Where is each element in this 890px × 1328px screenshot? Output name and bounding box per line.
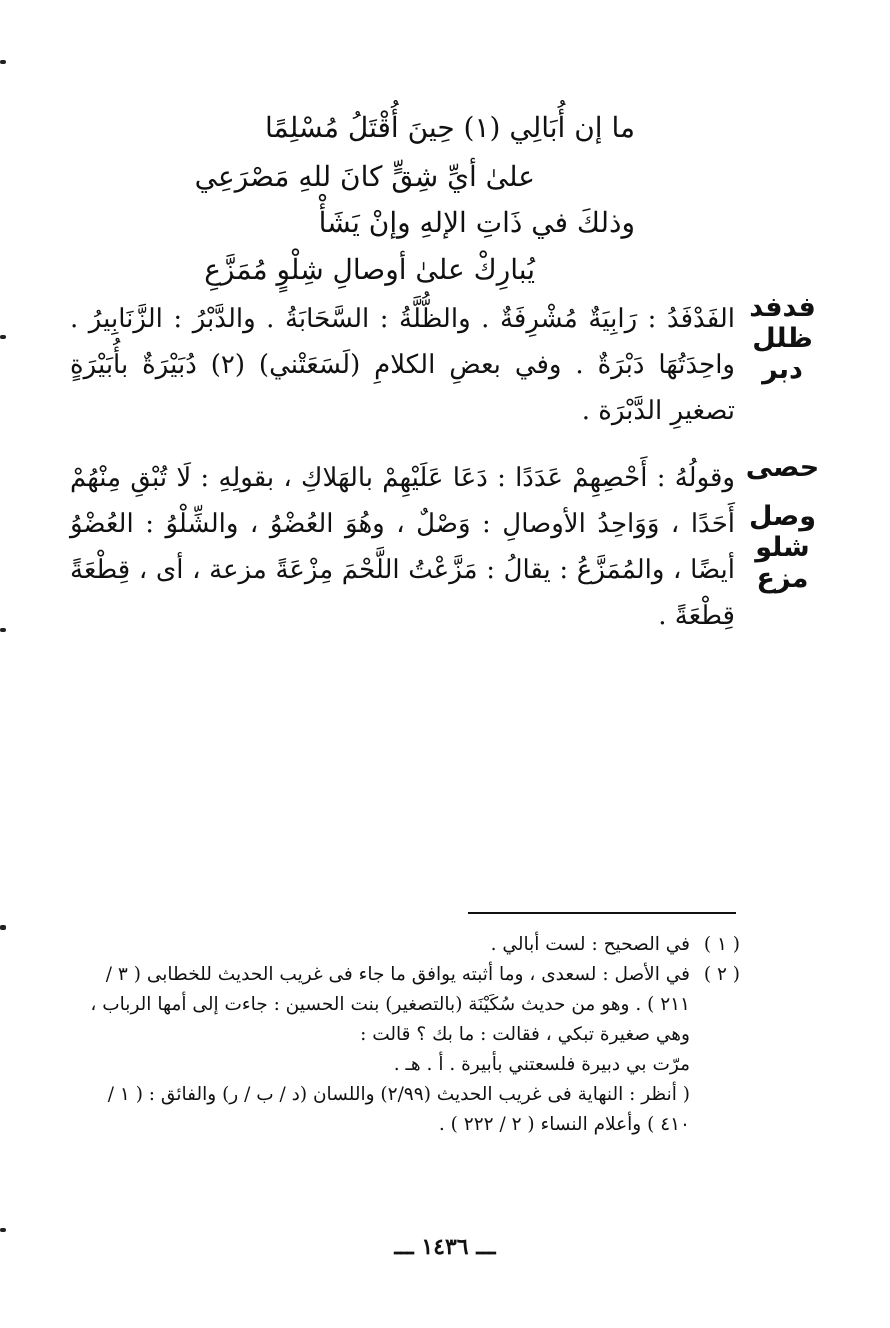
scan-edge-mark — [0, 628, 6, 632]
margin-keyword: فدفد — [749, 292, 816, 323]
gloss-paragraph-1: الفَدْفَدُ : رَابِيَةٌ مُشْرِفَةٌ . والظُّلَّةُ : السَّحَابَةُ . والدَّبْرُ : الزَّنَابِيرُ . واحِدَتُهَا دَبْرَةٌ . وفي بعضِ الكلامِ (لَسَعَتْني) (٢) دُبَيْرَةٌ بأُبَيْرَةٍ تصغيرِ الدَّبْرَة . — [70, 304, 735, 426]
margin-keyword: حصى — [745, 452, 820, 483]
verse-line-2: علىٰ أيِّ شِقٍّ كانَ للهِ مَصْرَعِي — [194, 160, 535, 193]
margin-keywords-2 — [735, 452, 830, 594]
page-number: ـــ ١٤٣٦ ـــ — [394, 1234, 496, 1260]
scan-edge-mark — [0, 925, 6, 930]
verse-line-3: وذلكَ في ذَاتِ الإلهِ وإنْ يَشَأْ — [318, 206, 635, 239]
scan-edge-mark — [0, 60, 6, 64]
margin-keywords-1 — [735, 292, 830, 385]
scan-edge-mark — [0, 1228, 6, 1232]
margin-keyword: وصل — [749, 501, 816, 532]
footnotes — [75, 930, 740, 1140]
footnote-verse: مرّت بي دبيرة فلسعتني بأبيرة . أ . هـ . — [393, 1054, 690, 1075]
footnote-2 — [75, 960, 740, 1050]
footnote-text: في الصحيح : لست أبالي . — [490, 934, 690, 955]
margin-keyword: ظلل — [752, 323, 813, 354]
margin-keyword: شلو — [755, 532, 810, 563]
margin-keyword: دبر — [762, 354, 803, 385]
margin-keyword: مزع — [756, 563, 809, 594]
gloss-paragraph-2: وقولُهُ : أَحْصِهِمْ عَدَدًا : دَعَا عَلَيْهِمْ بالهَلاكِ ، بقولِهِ : لَا تُبْقِ مِنْهُمْ أَحَدًا ، وَوَاحِدُ الأوصالِ : وَصْلٌ ، وهُوَ العُضْوُ ، والشِّلْوُ : العُضْوُ أيضًا ، والمُمَزَّعُ : يقالُ : مَزَّعْتُ اللَّحْمَ مِزْعَةً مزعة ، أى ، قِطْعَةً قِطْعَةً . — [70, 463, 735, 631]
footnote-separator — [468, 912, 736, 914]
verse-line-1: ما إن أُبَالِي (١) حِينَ أُقْتَلُ مُسْلِمًا — [265, 111, 635, 144]
footnote-reference: ( أنظر : النهاية فى غريب الحديث (٢/٩٩) واللسان (د / ب / ر) والفائق : ( ١ / ٤١٠ ) وأعلام النساء ( ٢ / ٢٢٢ ) . — [107, 1084, 690, 1135]
scan-edge-mark — [0, 335, 6, 339]
footnote-number: ( ١ ) — [703, 934, 740, 955]
verse-line-4: يُبارِكْ علىٰ أوصالِ شِلْوٍ مُمَزَّعِ — [204, 253, 535, 286]
footnote-text: في الأصل : لسعدى ، وما أثبته يوافق ما جاء فى غريب الحديث للخطابى ( ٣ / ٢١١ ) . وهو من حديث سُكَيْنَة (بالتصغير) بنت الحسين : جاءت إلى أمها الرباب ، وهي صغيرة تبكي ، فقالت : ما بك ؟ قالت : — [90, 964, 690, 1045]
footnote-number: ( ٢ ) — [703, 964, 740, 985]
footnote-1 — [75, 930, 740, 960]
